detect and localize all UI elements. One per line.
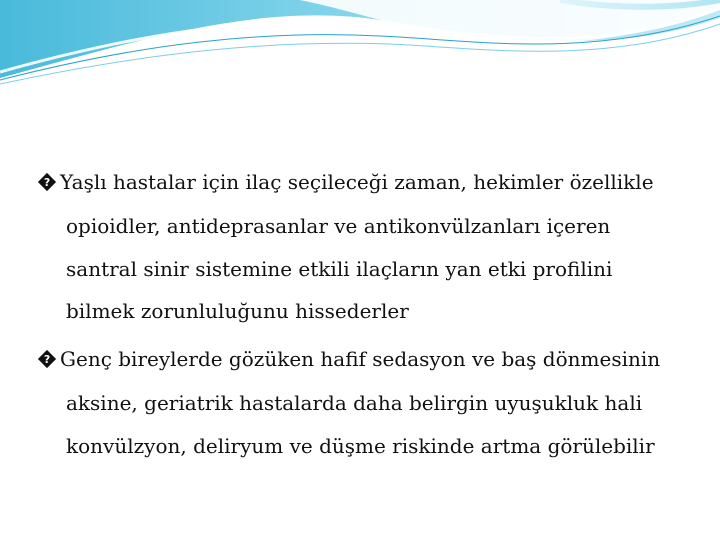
svg-text:?: ? xyxy=(43,353,51,367)
bullet-1-line-3 xyxy=(66,257,612,281)
bullet-1-text-line-1: Yaşlı hastalar için ilaç seçileceği zaman, hekimler özellikle xyxy=(60,170,654,194)
bullet-2-text-line-3: konvülzyon, deliryum ve düşme riskinde artma görülebilir xyxy=(66,434,655,458)
svg-text:?: ? xyxy=(43,176,51,190)
bullet-1-line-2 xyxy=(66,214,610,238)
replacement-character-icon xyxy=(36,349,58,369)
bullet-1-line-4 xyxy=(66,299,409,323)
bullet-1-line-1 xyxy=(36,170,654,194)
bullet-1-text-line-2: opioidler, antideprasanlar ve antikonvülzanları içeren xyxy=(66,214,611,238)
bullet-2-line-2 xyxy=(66,391,642,415)
bullet-2-text-line-1: Genç bireylerde gözüken hafif sedasyon ve baş dönmesinin xyxy=(60,347,661,371)
bullet-1-text-line-4: bilmek zorunluluğunu hissederler xyxy=(66,299,409,323)
bullet-2-text-line-2: aksine, geriatrik hastalarda daha belirgin uyuşukluk hali xyxy=(66,391,643,415)
bullet-1-text-line-3: santral sinir sistemine etkili ilaçların yan etki profilini xyxy=(66,257,613,281)
bullet-2-line-1 xyxy=(36,347,660,371)
bullet-2-line-3 xyxy=(66,434,655,458)
replacement-character-icon xyxy=(36,172,58,192)
